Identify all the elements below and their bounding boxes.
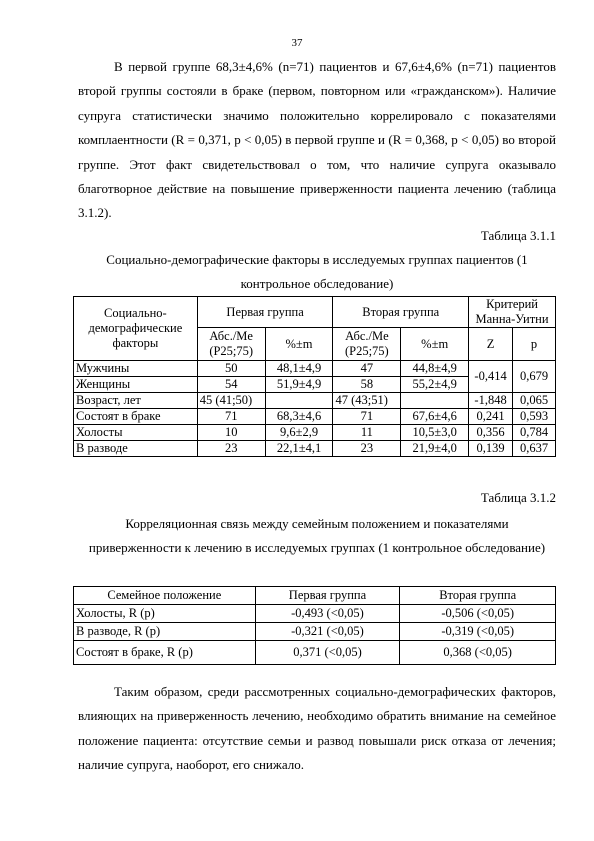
cell-g1-pct: 9,6±2,9 bbox=[265, 425, 333, 441]
cell-g1-abs: 10 bbox=[197, 425, 265, 441]
cell-factor: Мужчины bbox=[74, 361, 198, 377]
table-row bbox=[74, 605, 556, 623]
cell-factor: Женщины bbox=[74, 377, 198, 393]
table-2-caption: Корреляционная связь между семейным положением и показателями приверженности к лечению в исследуемых группах (1 контрольное обследование) bbox=[88, 516, 546, 555]
cell-g1-abs: 71 bbox=[197, 409, 265, 425]
cell-g2: 0,368 (<0,05) bbox=[400, 641, 556, 665]
cell-g2: -0,506 (<0,05) bbox=[400, 605, 556, 623]
cell-status: Состоят в браке, R (p) bbox=[74, 641, 256, 665]
table-row bbox=[74, 623, 556, 641]
cell-status: Холосты, R (p) bbox=[74, 605, 256, 623]
cell-sex-z: -0,414 bbox=[469, 361, 513, 393]
header-z: Z bbox=[469, 328, 513, 361]
cell-g1: -0,493 (<0,05) bbox=[255, 605, 400, 623]
header-g1-abs: Абс./Me (P25;75) bbox=[197, 328, 265, 361]
table-1-caption: Социально-демографические факторы в исследуемых группах пациентов (1 контрольное обследование) bbox=[106, 252, 528, 291]
header-g2-abs: Абс./Me (P25;75) bbox=[333, 328, 401, 361]
cell-g1-pct: 51,9±4,9 bbox=[265, 377, 333, 393]
paragraph-1: В первой группе 68,3±4,6% (n=71) пациентов и 67,6±4,6% (n=71) пациентов второй группы состояли в браке (первом, повторном или «гражданском»). Наличие супруга статистически значимо положительно коррелировало с показателями комплаентности (R = 0,371, p < 0,05) в первой группе и (R = 0,368, p < 0,05) во второй группе. Этот факт свидетельствовал о том, что наличие супруга оказывало благотворное действие на повышение приверженности пациента лечению (таблица 3.1.2). bbox=[78, 59, 556, 221]
cell-g2-pct: 67,6±4,6 bbox=[401, 409, 469, 425]
table-2 bbox=[73, 586, 556, 665]
cell-z: 0,356 bbox=[469, 425, 513, 441]
cell-factor: Состоят в браке bbox=[74, 409, 198, 425]
cell-g1-abs: 45 (41;50) bbox=[197, 393, 265, 409]
cell-g2-abs: 11 bbox=[333, 425, 401, 441]
cell-z: 0,241 bbox=[469, 409, 513, 425]
cell-g1-abs: 50 bbox=[197, 361, 265, 377]
table-1 bbox=[73, 296, 556, 457]
cell-g1-abs: 54 bbox=[197, 377, 265, 393]
cell-g1-pct bbox=[265, 393, 333, 409]
header-g1-pct: %±m bbox=[265, 328, 333, 361]
cell-g1-pct: 68,3±4,6 bbox=[265, 409, 333, 425]
header-factor: Социально-демографические факторы bbox=[74, 297, 198, 361]
header-group-2: Вторая группа bbox=[333, 297, 469, 328]
header-group-2: Вторая группа bbox=[400, 587, 556, 605]
cell-g1-pct: 22,1±4,1 bbox=[265, 441, 333, 457]
cell-g1: 0,371 (<0,05) bbox=[255, 641, 400, 665]
cell-g2-pct bbox=[401, 393, 469, 409]
cell-g2-pct: 55,2±4,9 bbox=[401, 377, 469, 393]
cell-g2-abs: 58 bbox=[333, 377, 401, 393]
table-row bbox=[74, 441, 556, 457]
cell-g2-abs: 23 bbox=[333, 441, 401, 457]
cell-factor: Холосты bbox=[74, 425, 198, 441]
cell-p: 0,065 bbox=[513, 393, 556, 409]
cell-g2-pct: 10,5±3,0 bbox=[401, 425, 469, 441]
cell-z: 0,139 bbox=[469, 441, 513, 457]
table-row bbox=[74, 409, 556, 425]
cell-p: 0,637 bbox=[513, 441, 556, 457]
header-group-1: Первая группа bbox=[197, 297, 333, 328]
header-criterion: Критерий Манна-Уитни bbox=[469, 297, 556, 328]
table-row bbox=[74, 425, 556, 441]
header-group-1: Первая группа bbox=[255, 587, 400, 605]
cell-status: В разводе, R (p) bbox=[74, 623, 256, 641]
header-status: Семейное положение bbox=[74, 587, 256, 605]
page-number: 37 bbox=[291, 37, 303, 49]
cell-p: 0,593 bbox=[513, 409, 556, 425]
header-g2-pct: %±m bbox=[401, 328, 469, 361]
paragraph-2: Таким образом, среди рассмотренных социально-демографических факторов, влияющих на приверженность лечению, необходимо обратить внимание на семейное положение пациента: отсутствие семьи и развод повышали риск отказа от лечения; наличие супруга, наоборот, его снижало. bbox=[78, 684, 556, 773]
table-header-row bbox=[74, 587, 556, 605]
cell-g1-pct: 48,1±4,9 bbox=[265, 361, 333, 377]
cell-g2-abs: 47 bbox=[333, 361, 401, 377]
cell-p: 0,784 bbox=[513, 425, 556, 441]
cell-z: -1,848 bbox=[469, 393, 513, 409]
table-row bbox=[74, 361, 556, 377]
cell-g2-pct: 44,8±4,9 bbox=[401, 361, 469, 377]
table-header-row bbox=[74, 297, 556, 328]
table-row bbox=[74, 393, 556, 409]
header-p: p bbox=[513, 328, 556, 361]
cell-g1-abs: 23 bbox=[197, 441, 265, 457]
cell-g2: -0,319 (<0,05) bbox=[400, 623, 556, 641]
table-2-label: Таблица 3.1.2 bbox=[480, 490, 556, 505]
cell-sex-p: 0,679 bbox=[513, 361, 556, 393]
cell-g1: -0,321 (<0,05) bbox=[255, 623, 400, 641]
cell-factor: В разводе bbox=[74, 441, 198, 457]
cell-g2-pct: 21,9±4,0 bbox=[401, 441, 469, 457]
cell-factor: Возраст, лет bbox=[74, 393, 198, 409]
cell-g2-abs: 71 bbox=[333, 409, 401, 425]
cell-g2-abs: 47 (43;51) bbox=[333, 393, 401, 409]
table-1-label: Таблица 3.1.1 bbox=[480, 228, 556, 243]
table-row bbox=[74, 641, 556, 665]
